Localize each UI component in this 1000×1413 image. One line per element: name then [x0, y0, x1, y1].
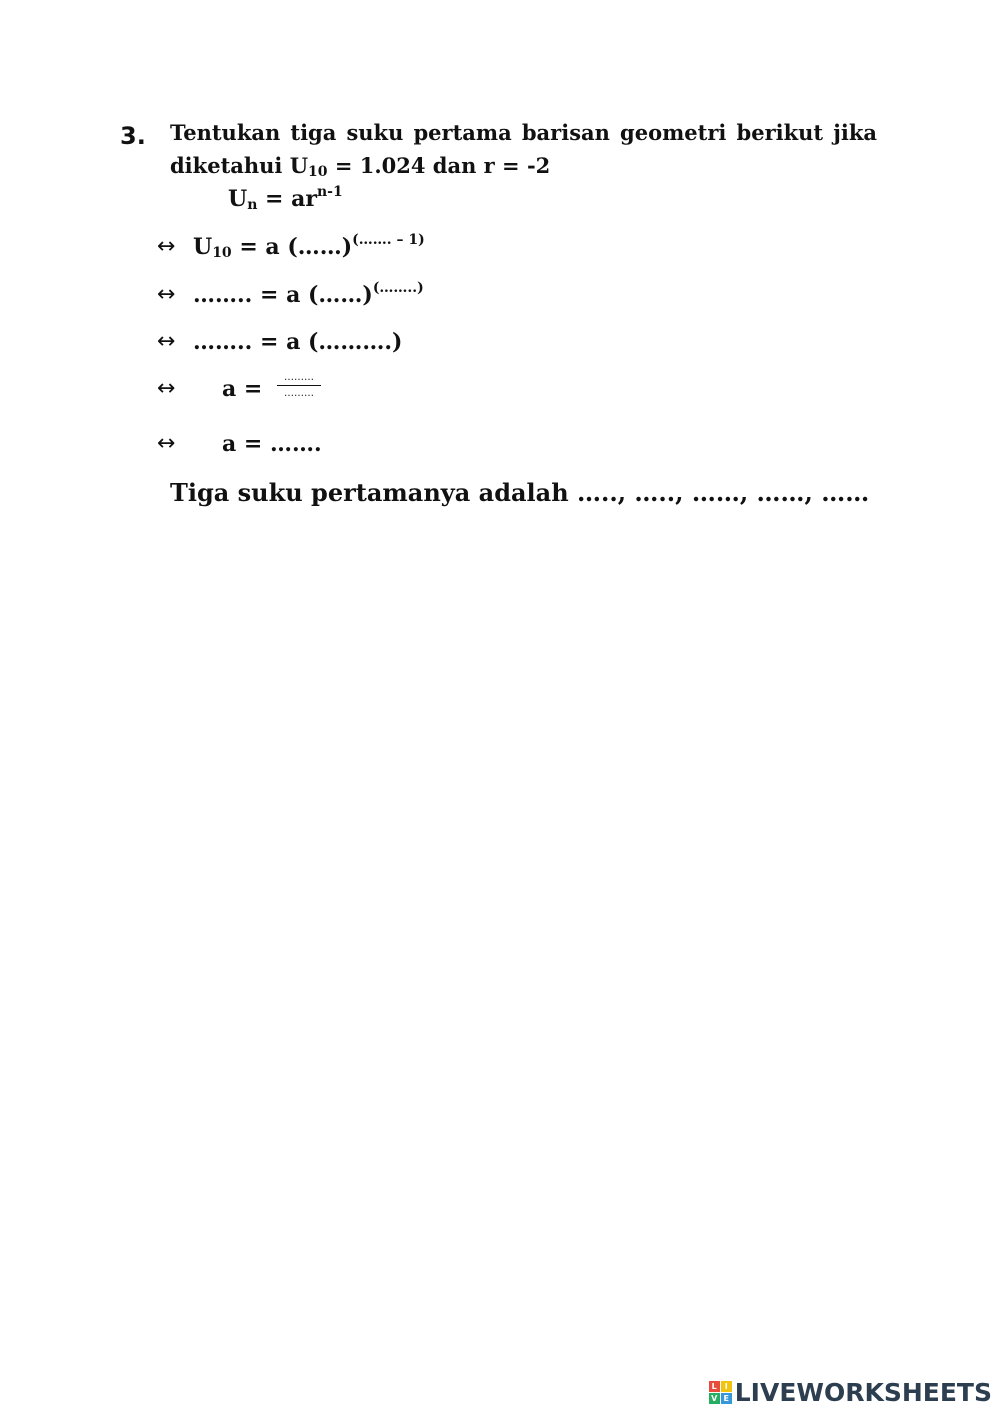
equivalence-arrow: ↔ — [157, 431, 176, 456]
question-number: 3. — [120, 122, 146, 150]
answer-line: Tiga suku pertamanya adalah ….., ….., ……, ……, …… — [170, 478, 870, 507]
question-text-line2: diketahui $U_{10} = 1.024$ dan r = -2 — [170, 153, 551, 180]
step-3: …….. = a (……….) — [193, 329, 403, 355]
step-4-fraction — [277, 372, 321, 399]
equivalence-arrow: ↔ — [157, 376, 176, 401]
equivalence-arrow: ↔ — [157, 329, 176, 354]
fraction-denominator: ……… — [284, 388, 314, 399]
equivalence-arrow: ↔ — [157, 234, 176, 259]
step-2: …….. = a (……)(……..) — [193, 280, 424, 308]
liveworksheets-logo — [709, 1378, 992, 1407]
step-1: $U_{10} = a$ (……)$^{(\dots\dots. - 1)}$ — [193, 232, 425, 261]
equivalence-arrow: ↔ — [157, 282, 176, 307]
question-text-line1: Tentukan tiga suku pertama barisan geometri berikut jika — [170, 120, 877, 145]
step-4-label: a = — [222, 376, 263, 402]
fraction-bar — [277, 385, 321, 386]
step-5: a = ……. — [222, 431, 322, 457]
logo-text: LIVEWORKSHEETS — [734, 1378, 992, 1407]
logo-mark-icon: L I V E — [709, 1381, 732, 1404]
general-formula: $U_n = ar^{n-1}$ — [228, 184, 343, 213]
fraction-numerator: ……… — [284, 372, 314, 383]
